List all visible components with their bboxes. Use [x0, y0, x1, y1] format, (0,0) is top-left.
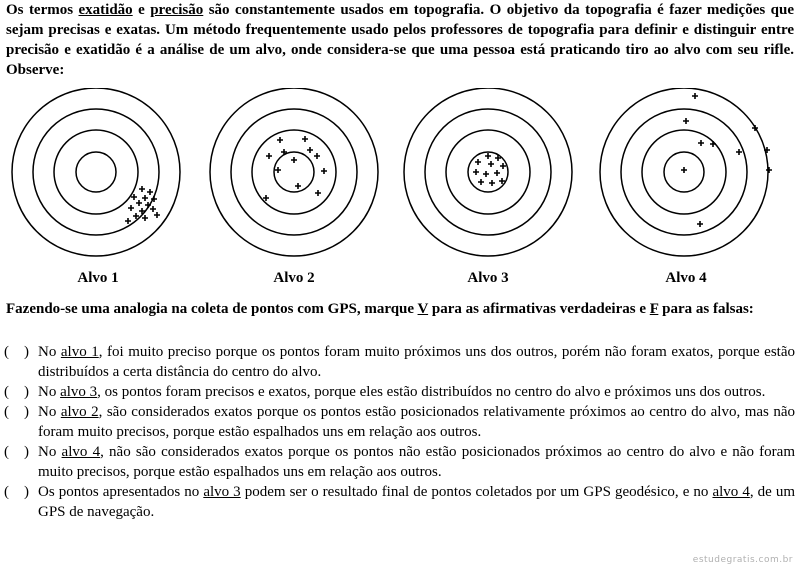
hit-mark [485, 153, 491, 159]
target-4-hits [681, 93, 772, 227]
answer-blank-5[interactable]: ( ) [4, 484, 29, 500]
hit-mark [302, 136, 308, 142]
option-f: F [649, 301, 659, 317]
statement-5-text [38, 482, 799, 522]
hit-mark [315, 190, 321, 196]
statement-3-post: , são considerados exatos porque os pontos estão posicionados relativamente próximos ao centro do alvo, mas não foram muito precisos, porque estão espalhados uns em relação aos outros. [38, 404, 795, 440]
hit-mark [142, 195, 148, 201]
statement-5-pre: Os pontos apresentados no [38, 484, 204, 500]
hit-mark [266, 153, 272, 159]
statement-2 [0, 382, 799, 402]
statement-4-pre: No [38, 444, 62, 460]
statement-3-pre: No [38, 404, 61, 420]
statement-2-text [38, 382, 799, 402]
option-v: V [417, 301, 429, 317]
statement-5 [0, 482, 799, 522]
target-3-rings [398, 88, 578, 268]
target-3-hits [473, 153, 506, 186]
hit-mark [295, 183, 301, 189]
answer-blank-3[interactable]: ( ) [4, 404, 29, 420]
hit-mark [489, 180, 495, 186]
hit-mark [154, 212, 160, 218]
target-3-label: Alvo 3 [467, 270, 509, 286]
hit-mark [125, 218, 131, 224]
question-text-2: para as afirmativas verdadeiras e [428, 301, 650, 317]
target-4 [596, 88, 776, 298]
answer-blank-4[interactable]: ( ) [4, 444, 29, 460]
statement-1-ref: alvo 1 [60, 344, 99, 360]
statement-3 [0, 402, 799, 442]
question-prompt [6, 299, 796, 319]
hit-mark [683, 118, 689, 124]
intro-paragraph [6, 0, 794, 80]
hit-mark [494, 170, 500, 176]
statement-4-post: , não são considerados exatos porque os pontos não estão posicionados próximos ao centro do alvo e não foram muito precisos, porque estão espalhados uns em relação aos outros. [38, 444, 795, 480]
hit-mark [147, 189, 153, 195]
statements-list [0, 342, 799, 522]
answer-blank-2[interactable]: ( ) [4, 384, 29, 400]
statement-2-pre: No [38, 384, 61, 400]
hit-mark [314, 153, 320, 159]
target-2-rings [204, 88, 384, 268]
target-3 [398, 88, 578, 298]
statement-4 [0, 442, 799, 482]
hit-mark [475, 159, 481, 165]
statement-2-post: , os pontos foram precisos e exatos, porque eles estão distribuídos no centro do alvo e próximos uns dos outros. [97, 384, 766, 400]
term-exatidao: exatidão [78, 2, 133, 18]
target-1-rings [8, 88, 188, 268]
statement-1-text [38, 342, 799, 382]
term-precisao: precisão [150, 2, 204, 18]
question-text-3: para as falsas: [658, 301, 754, 317]
statement-3-ref: alvo 2 [60, 404, 99, 420]
statement-1 [0, 342, 799, 382]
statement-5-ref-2: alvo 4 [712, 484, 750, 500]
hit-mark [277, 137, 283, 143]
statement-5-ref: alvo 3 [203, 484, 241, 500]
statement-5-mid: podem ser o resultado final de pontos coletados por um GPS geodésico, e no [240, 484, 713, 500]
statement-4-text [38, 442, 799, 482]
hit-mark [488, 161, 494, 167]
hit-mark [473, 169, 479, 175]
hit-mark [478, 179, 484, 185]
target-4-rings [596, 88, 776, 268]
watermark: estudegratis.com.br [692, 555, 793, 565]
statement-1-post: , foi muito preciso porque os pontos foram muito próximos uns dos outros, porém não foram exatos, porque estão distribuídos a certa distância do centro do alvo. [38, 344, 795, 380]
target-2 [204, 88, 384, 298]
statement-5-post: , de um GPS de navegação. [38, 484, 796, 520]
hit-mark [710, 141, 716, 147]
target-1 [8, 88, 188, 298]
hit-mark [307, 147, 313, 153]
statement-3-text [38, 402, 799, 442]
hit-mark [766, 167, 772, 173]
hit-mark [150, 206, 156, 212]
hit-mark [136, 200, 142, 206]
hit-mark [681, 167, 687, 173]
intro-text-2: e [132, 2, 151, 18]
hit-mark [139, 186, 145, 192]
hit-mark [321, 168, 327, 174]
hit-mark [692, 93, 698, 99]
hit-mark [698, 140, 704, 146]
target-1-hits [125, 186, 160, 224]
hit-mark [291, 157, 297, 163]
hit-mark [697, 221, 703, 227]
intro-text-3: são constantemente usados em topografia. O objetivo da topografia é fazer medições que sejam precisas e exatas. Um método frequentemente usado pelos professores de topografia para definir e distinguir entre precisão e exatidão é a análise de um alvo, onde considera-se que uma pessoa está praticando tiro ao alvo com seu rifle. Observe: [6, 2, 794, 78]
statement-4-ref: alvo 4 [61, 444, 101, 460]
statement-1-pre: No [38, 344, 61, 360]
statement-2-ref: alvo 3 [60, 384, 98, 400]
target-4-label: Alvo 4 [665, 270, 707, 286]
question-text-1: Fazendo-se uma analogia na coleta de pontos com GPS, marque [6, 301, 418, 317]
hit-mark [500, 163, 506, 169]
hit-mark [263, 195, 269, 201]
targets-figure [0, 88, 799, 298]
answer-blank-1[interactable]: ( ) [4, 344, 29, 360]
hit-mark [736, 149, 742, 155]
target-1-label: Alvo 1 [77, 270, 119, 286]
hit-mark [275, 167, 281, 173]
intro-text-1: Os termos [6, 2, 79, 18]
hit-mark [142, 215, 148, 221]
hit-mark [128, 205, 134, 211]
target-2-label: Alvo 2 [273, 270, 315, 286]
hit-mark [483, 171, 489, 177]
